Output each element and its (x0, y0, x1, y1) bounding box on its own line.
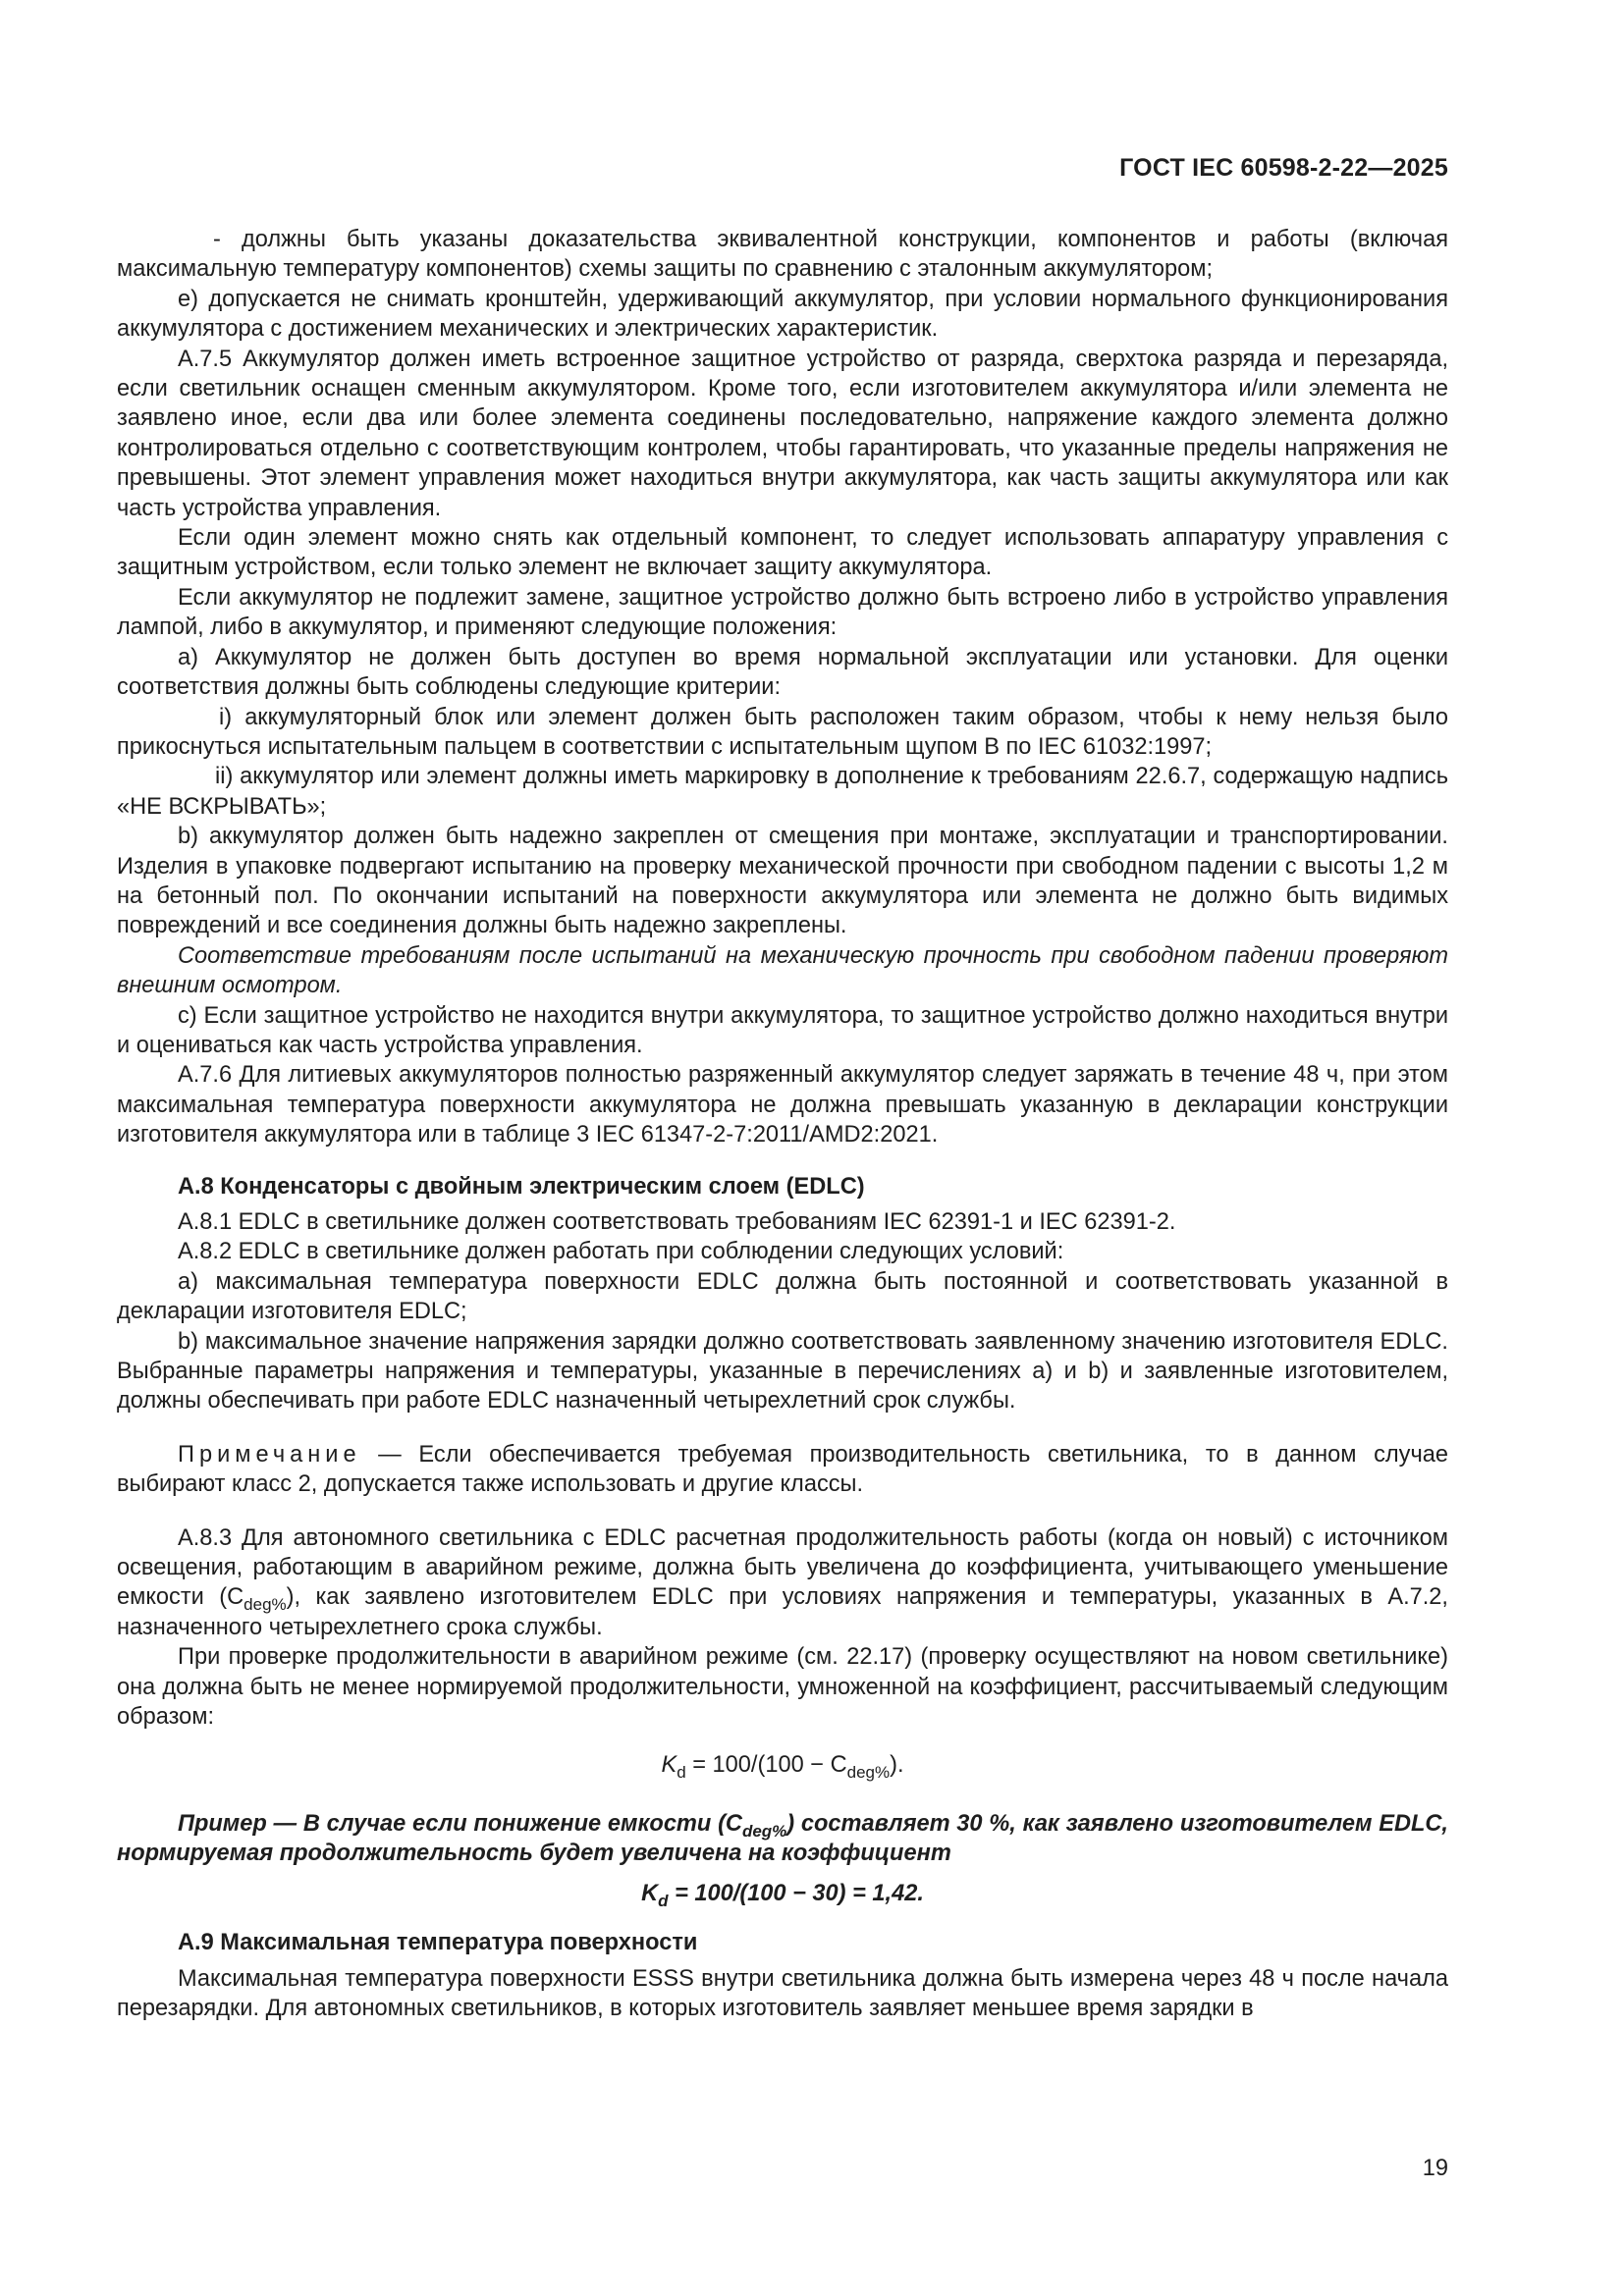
paragraph-non-replaceable: Если аккумулятор не подлежит замене, защитное устройство должно быть встроено либо в устройство управления лампой, либо в аккумулятор, и применяют следующие положения: (117, 584, 1448, 641)
paragraph-b: b) аккумулятор должен быть надежно закреплен от смещения при монтаже, эксплуатации и транспортировании. Изделия в упаковке подвергают испытанию на проверку механической прочности при свободном падении с высоты 1,2 м на бетонный пол. По окончании испытаний на поверхности аккумулятора или элемента не должно быть видимых повреждений и все соединения должны быть надежно закреплены. (117, 824, 1448, 939)
paragraph-duration-check: При проверке продолжительности в аварийном режиме (см. 22.17) (проверку осуществляют на новом светильнике) она должна быть не менее нормируемой продолжительности, умноженной на коэффициент, рассчитываемый следующим образом: (117, 1644, 1448, 1731)
formula-example: $K_d = 100/(100 - 30) = 1,42$. (641, 1880, 924, 1910)
document-body (117, 225, 1448, 2023)
paragraph-ii: ii) аккумулятор или элемент должны иметь маркировку в дополнение к требованиям 22.6.7, содержащую надпись «НЕ ВСКРЫВАТЬ»; (117, 764, 1448, 820)
paragraph-a-8-2-b: b) максимальное значение напряжения зарядки должно соответствовать заявленному значению изготовителя EDLC. Выбранные параметры напряжения и температуры, указанные в перечислениях а) и b) и заявленные изготовителем, должны обеспечивать при работе EDLC назначенный четырехлетний срок службы. (117, 1328, 1448, 1415)
formula-kd: $K_d = 100/(100 - C_{deg\%})$. (661, 1751, 904, 1782)
section-heading-a9: А.9 Максимальная температура поверхности (178, 1930, 698, 1956)
paragraph-single-element: Если один элемент можно снять как отдельный компонент, то следует использовать аппаратуру управления с защитным устройством, если только элемент не включает защиту аккумулятора. (117, 525, 1448, 581)
paragraph-a-7-5: А.7.5 Аккумулятор должен иметь встроенное защитное устройство от разряда, сверхтока разряда и перезаряда, если светильник оснащен сменным аккумулятором. Кроме того, если изготовителем аккумулятора и/или элемента не заявлено иное, если два или более элемента соединены последовательно, напряжение каждого элемента должно контролироваться отдельно с соответствующим контролем, чтобы гарантировать, что указанные пределы напряжения не превышены. Этот элемент управления может находиться внутри аккумулятора, как часть защиты аккумулятора или как часть устройства управления. (117, 346, 1448, 521)
paragraph-c: с) Если защитное устройство не находится внутри аккумулятора, то защитное устройство должно находиться внутри и оцениваться как часть устройства управления. (117, 1002, 1448, 1058)
standard-header: ГОСТ IEC 60598-2-22—2025 (1119, 154, 1448, 182)
section-heading-a8: А.8 Конденсаторы с двойным электрическим слоем (EDLC) (178, 1173, 865, 1200)
paragraph-a-8-3: А.8.3 Для автономного светильника с EDLC расчетная продолжительность работы (когда он новый) с источником освещения, работающим в аварийном режиме, должна быть увеличена до коэффициента, учитывающего уменьшение емкости $(C_{deg\%})$, как заявлено изготовителем EDLC при условиях напряжения и температуры, указанных в А.7.2, назначенного четырехлетнего срока службы. (117, 1524, 1448, 1640)
page-number: 19 (1422, 2156, 1448, 2181)
paragraph-a-8-2: А.8.2 EDLC в светильнике должен работать при соблюдении следующих условий: (178, 1239, 1064, 1265)
paragraph-evidence: - должны быть указаны доказательства эквивалентной конструкции, компонентов и работы (включая максимальную температуру компонентов) схемы защиты по сравнению с эталонным аккумулятором; (117, 227, 1448, 283)
paragraph-a: а) Аккумулятор не должен быть доступен во время нормальной эксплуатации или установки. Для оценки соответствия должны быть соблюдены следующие критерии: (117, 644, 1448, 701)
paragraph-a-8-1: А.8.1 EDLC в светильнике должен соответствовать требованиям IEC 62391-1 и IEC 62391-2. (178, 1209, 1176, 1235)
paragraph-a-8-2-a: а) максимальная температура поверхности EDLC должна быть постоянной и соответствовать указанной в декларации изготовителя EDLC; (117, 1268, 1448, 1325)
note-label: Примечание (178, 1441, 361, 1468)
note-text: — Если обеспечивается требуемая производительность светильника, то в данном случае выбирают класс 2, допускается также использовать и другие классы. (117, 1441, 1448, 1498)
example: Пример — В случае если понижение емкости $(C_{deg\%})$ составляет 30 %, как заявлено изготовителем EDLC, нормируемая продолжительность будет увеличена на коэффициент (117, 1810, 1448, 1867)
paragraph-compliance: Соответствие требованиям после испытаний на механическую прочность при свободном падении проверяют внешним осмотром. (117, 942, 1448, 999)
paragraph-a9-text: Максимальная температура поверхности ESSS внутри светильника должна быть измерена через 48 ч после начала перезарядки. Для автономных светильников, в которых изготовитель заявляет меньшее время зарядки в (117, 1965, 1448, 2021)
paragraph-a-7-6: А.7.6 Для литиевых аккумуляторов полностью разряженный аккумулятор следует заряжать в течение 48 ч, при этом максимальная температура поверхности аккумулятора не должна превышать указанную в декларации конструкции изготовителя аккумулятора или в таблице 3 IEC 61347-2-7:2011/AMD2:2021. (117, 1062, 1448, 1148)
paragraph-i: i) аккумуляторный блок или элемент должен быть расположен таким образом, чтобы к нему нельзя было прикоснуться испытательным пальцем в соответствии с испытательным щупом B по IEC 61032:1997; (117, 704, 1448, 760)
note (117, 1440, 1448, 1500)
paragraph-e: е) допускается не снимать кронштейн, удерживающий аккумулятор, при условии нормального функционирования аккумулятора с достижением механических и электрических характеристик. (117, 286, 1448, 343)
